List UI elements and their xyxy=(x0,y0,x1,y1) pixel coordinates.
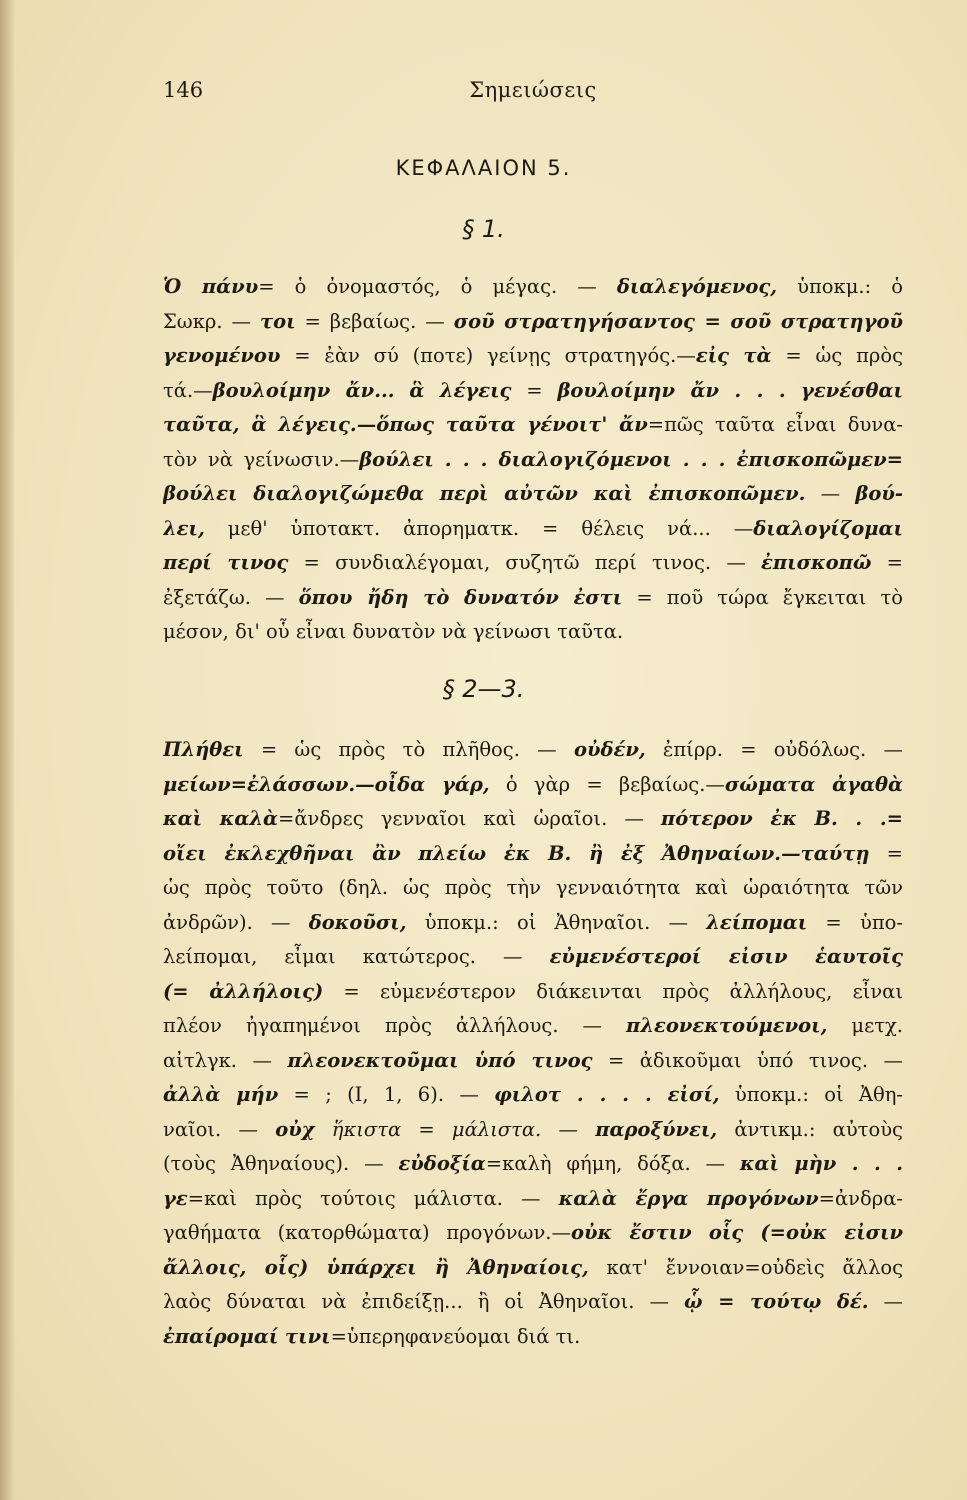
text-line xyxy=(163,1147,903,1182)
gloss-text: = ὡς πρὸς xyxy=(771,344,903,367)
gloss-text: ὑποκμ.: οἱ Ἀθηναῖοι. — xyxy=(406,910,707,934)
lemma: εὐδοξία xyxy=(398,1152,486,1175)
text-line xyxy=(163,1078,903,1113)
gloss-text: λαὸς δύναται νὰ ἐπιδείξῃ... ἢ οἱ Ἀθηναῖοι. — xyxy=(163,1290,684,1313)
lemma: καλὰ ἔργα προγόνων xyxy=(558,1186,819,1210)
text-line xyxy=(163,1044,903,1079)
lemma: οἴει ἐκλεχθῆναι ἂν πλείω ἐκ Β. ἢ ἐξ Ἀθηναίων.—ταύτῃ xyxy=(163,841,870,865)
gloss-text: = ὁ ὀνομαστός, ὁ μέγας. — xyxy=(258,275,617,298)
gloss-text: ὑποκμ.: ὁ xyxy=(777,275,903,298)
gloss-text: Σωκρ. — xyxy=(163,309,260,333)
lemma: Πλήθει xyxy=(163,738,244,761)
lemma: βουλοίμην ἄν . . . γενέσθαι xyxy=(557,378,903,402)
gloss-text: = ; (I, 1, 6). — xyxy=(278,1083,495,1106)
section-body xyxy=(163,733,903,1354)
section-heading: § 2—3. xyxy=(442,675,525,703)
gloss-text: = xyxy=(511,378,558,402)
gloss-text: = ἀδικοῦμαι ὑπό τινος. — xyxy=(592,1048,903,1072)
lemma: ἃ λέγεις xyxy=(409,378,512,402)
lemma: εὐμενέστεροί εἰσιν ἑαυτοῖς xyxy=(549,945,903,968)
lemma: μείων=ἐλάσσων.—οἶδα γάρ, xyxy=(163,772,490,796)
gloss-text: — xyxy=(541,1117,596,1141)
lemma: διαλεγόμενος, xyxy=(616,275,778,298)
text-line xyxy=(163,408,903,443)
gloss-text: ἀνδρῶν). — xyxy=(163,910,309,934)
lemma: πλεονεκτούμενοι, xyxy=(626,1014,828,1037)
lemma: εἰς τὰ xyxy=(695,344,772,367)
page-header xyxy=(163,78,903,108)
lemma: ἀλλὰ μήν xyxy=(163,1083,279,1106)
text-line xyxy=(163,1009,903,1044)
text-line xyxy=(163,837,903,872)
lemma: ᾧ = τούτῳ δέ. xyxy=(683,1290,869,1313)
text-line xyxy=(163,512,903,547)
lemma: λείπομαι xyxy=(706,910,808,934)
lemma: πλεονεκτοῦμαι ὑπό τινος xyxy=(287,1048,593,1072)
gloss-text: = xyxy=(869,841,903,865)
gloss-text: =καλὴ φήμη, δόξα. — xyxy=(485,1152,740,1175)
page-number: 146 xyxy=(163,78,204,102)
gloss-text: ὑποκμ.: οἱ Ἀθη- xyxy=(719,1083,903,1106)
lemma: καὶ καλὰ xyxy=(163,807,279,830)
lemma: ἐπαίρομαί τινι xyxy=(163,1324,331,1348)
gloss-text: ἐπίρρ. = οὐδόλως. — xyxy=(645,738,903,761)
text-line xyxy=(163,1320,903,1355)
section-heading: § 1. xyxy=(462,215,505,243)
text-line xyxy=(163,1113,903,1148)
text-line xyxy=(163,581,903,616)
lemma: φιλοτ . . . . εἰσί, xyxy=(494,1083,720,1106)
gloss-text: μετχ. xyxy=(827,1014,903,1037)
gloss-text: ὡς πρὸς τοῦτο (δηλ. ὡς πρὸς τὴν γενναιότητα καὶ ὡραιότητα τῶν xyxy=(163,876,903,899)
gloss-text: = ἐὰν σύ (ποτε) γείνῃς στρατηγός.— xyxy=(280,344,696,367)
gloss-text: (τοὺς Ἀθηναίους). — xyxy=(163,1152,399,1175)
gloss-text: λείπομαι, εἶμαι κατώτερος. — xyxy=(163,945,550,968)
lemma: σοῦ στρατηγήσαντος = σοῦ στρατηγοῦ xyxy=(453,309,903,333)
gloss-text xyxy=(395,379,410,402)
lemma: βούλει διαλογιζώμεθα περὶ αὐτῶν καὶ ἐπισκοπῶμεν. xyxy=(163,482,806,505)
text-line xyxy=(163,1182,903,1217)
gloss-text: — xyxy=(868,1290,903,1313)
gloss-text: γαθήματα (κατορθώματα) προγόνων.— xyxy=(163,1221,572,1244)
gloss-text: = xyxy=(871,551,903,574)
lemma: (= ἀλλήλοις) xyxy=(163,979,324,1003)
text-line xyxy=(163,871,903,906)
lemma: ἄλλοις, οἷς) ὑπάρχει ἢ Ἀθηναίοις, xyxy=(163,1255,589,1279)
text-line xyxy=(163,1285,903,1320)
text-line xyxy=(163,270,903,305)
text-line xyxy=(163,374,903,409)
text-line xyxy=(163,305,903,340)
gloss-text: μεθ' ὑποτακτ. ἀπορηματκ. = θέλεις νά... — xyxy=(204,516,754,540)
gloss-text xyxy=(315,1118,332,1141)
gloss-text: κατ' ἔννοιαν=οὐδεὶς ἄλλος xyxy=(588,1255,903,1279)
text-line xyxy=(163,615,903,650)
lemma: βουλοίμην ἄν... xyxy=(212,378,395,402)
text-line xyxy=(163,339,903,374)
gloss-text: = ὡς πρὸς τὸ πλῆθος. — xyxy=(243,738,574,761)
text-line xyxy=(163,975,903,1010)
gloss-text: = ὑπο- xyxy=(807,910,903,934)
gloss-text: =ἀνδρα- xyxy=(818,1186,903,1210)
gloss-text: ἐξετάζω. — xyxy=(163,585,299,609)
gloss-text: πλέον ἠγαπημένοι πρὸς ἀλλήλους. — xyxy=(163,1014,627,1037)
gloss-text: = βεβαίως. — xyxy=(295,309,454,333)
text-line xyxy=(163,443,903,478)
running-title: Σημειώσεις xyxy=(469,78,597,102)
text-line xyxy=(163,940,903,975)
lemma: ταῦτα, ἃ λέγεις.—ὅπως ταῦτα γένοιτ' ἄν xyxy=(163,413,648,436)
gloss-text: =ἄνδρες γενναῖοι καὶ ὡραῖοι. — xyxy=(278,807,661,830)
italic-text: ἥκιστα = μάλιστα. xyxy=(331,1117,542,1141)
text-line xyxy=(163,477,903,512)
gloss-text: =ὑπερηφανεύομαι διά τι. xyxy=(330,1324,581,1348)
gloss-text: τά.— xyxy=(163,378,213,402)
lemma: διαλογίζομαι xyxy=(753,516,903,540)
lemma: σώματα ἀγαθὰ xyxy=(724,772,903,796)
gloss-text: = συνδιαλέγομαι, συζητῶ περί τινος. — xyxy=(288,551,762,574)
gloss-text: =καὶ πρὸς τούτοις μάλιστα. — xyxy=(187,1186,559,1210)
lemma: οὐδέν, xyxy=(573,738,646,761)
section-body xyxy=(163,270,903,650)
lemma: Ὁ πάνυ xyxy=(163,275,259,298)
gloss-text: τὸν νὰ γείνωσιν.— xyxy=(163,447,360,471)
gloss-text: — xyxy=(805,482,856,505)
text-line xyxy=(163,546,903,581)
gloss-text: = ποῦ τώρα ἔγκειται τὸ xyxy=(622,585,903,609)
text-line xyxy=(163,1251,903,1286)
text-line xyxy=(163,1216,903,1251)
text-line xyxy=(163,733,903,768)
lemma: ὅπου ἤδη τὸ δυνατόν ἐστι xyxy=(298,585,623,609)
lemma: βούλει . . . διαλογιζόμενοι . . . ἐπισκοπῶμεν= xyxy=(359,447,903,471)
lemma: ἐπισκοπῶ xyxy=(761,551,872,574)
lemma: γε xyxy=(163,1186,188,1210)
gloss-text: = εὐμενέστερον διάκεινται πρὸς ἀλλήλους, εἶναι xyxy=(323,979,903,1003)
gloss-text: ἀντικμ.: αὐτοὺς xyxy=(717,1117,903,1141)
lemma: περί τινος xyxy=(163,551,289,574)
lemma: τοι xyxy=(259,309,296,333)
text-line xyxy=(163,906,903,941)
lemma: οὐκ ἔστιν οἷς (=οὐκ εἰσιν xyxy=(571,1221,903,1244)
lemma: βού- xyxy=(855,482,903,505)
lemma: λει, xyxy=(163,516,205,540)
gloss-text: μέσον, δι' οὗ εἶναι δυνατὸν νὰ γείνωσι ταῦτα. xyxy=(163,620,624,643)
gloss-text: =πῶς ταῦτα εἶναι δυνα- xyxy=(647,413,903,436)
lemma: παροξύνει, xyxy=(595,1117,718,1141)
text-line xyxy=(163,802,903,837)
gloss-text: αἰτλγκ. — xyxy=(163,1048,288,1072)
gloss-text: ὁ γὰρ = βεβαίως.— xyxy=(489,772,725,796)
gloss-text: ναῖοι. — xyxy=(163,1117,276,1141)
lemma: γενομένου xyxy=(163,344,281,367)
lemma: δοκοῦσι, xyxy=(308,910,407,934)
chapter-title: ΚΕΦΑΛΑΙΟΝ 5. xyxy=(395,156,572,180)
lemma: οὐχ xyxy=(275,1117,315,1141)
text-line xyxy=(163,768,903,803)
lemma: καὶ μὴν . . . xyxy=(739,1152,903,1175)
lemma: πότερον ἐκ Β. . .= xyxy=(660,807,903,830)
